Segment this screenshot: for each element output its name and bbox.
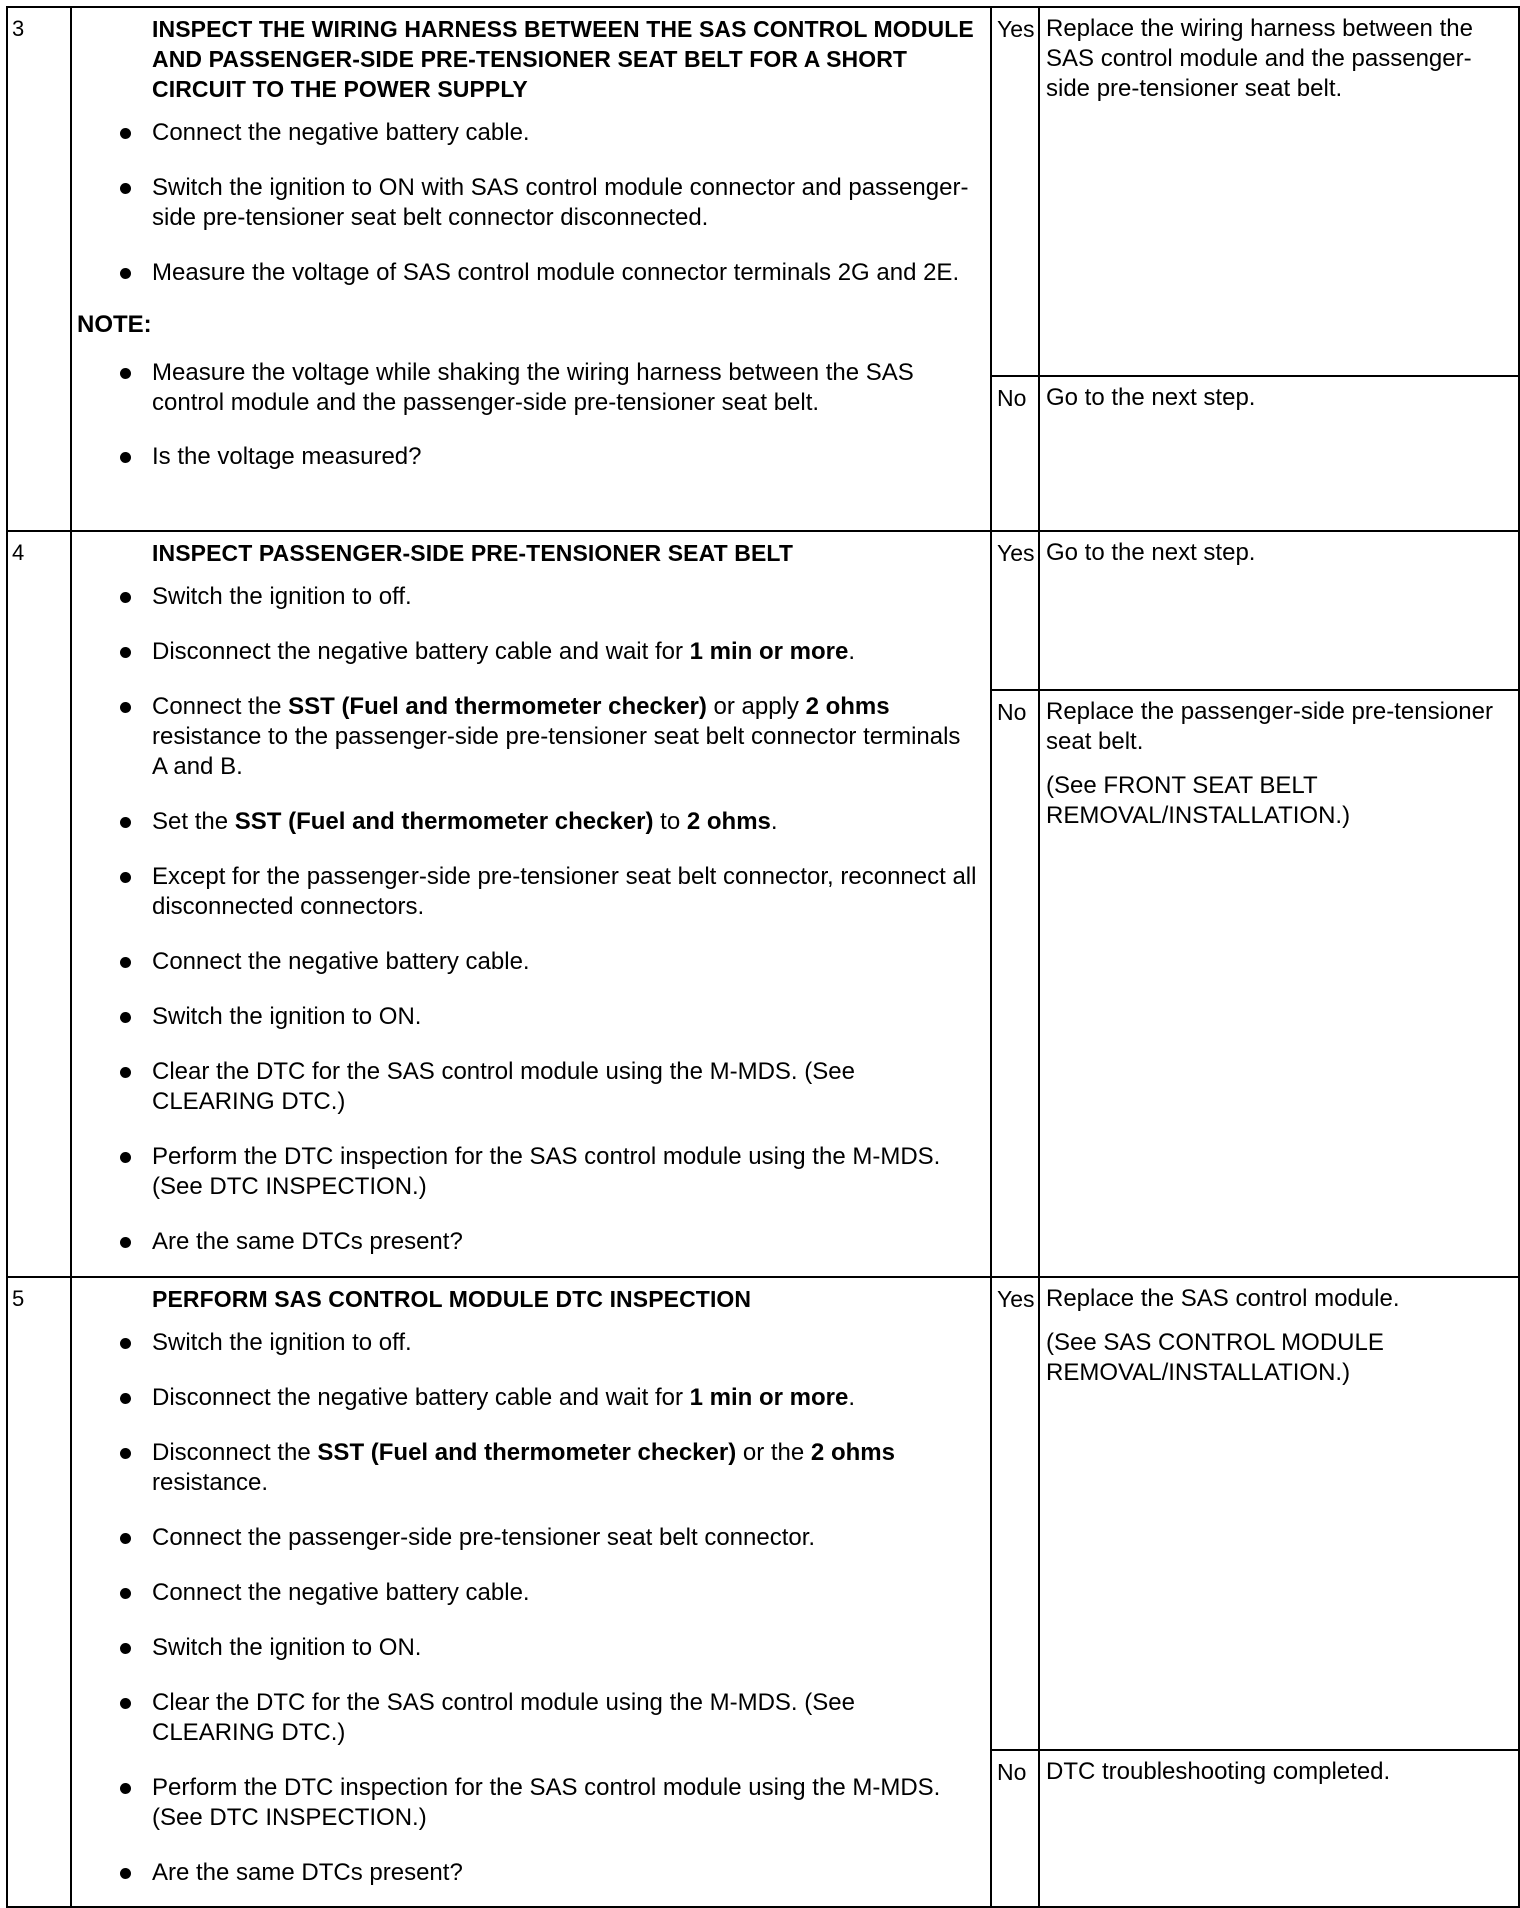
troubleshooting-table [6,6,1520,1908]
list-item: Perform the DTC inspection for the SAS control module using the M-MDS. (See DTC INSPECTION.) [72,1142,978,1202]
step-number-cell [7,7,71,531]
yes-label: Yes [997,1286,1035,1312]
bullet-icon [120,817,131,828]
bullet-icon [120,1588,131,1599]
yes-row [992,1278,1518,1750]
yes-label: Yes [997,540,1035,566]
bullet-icon [120,1338,131,1349]
list-item: Connect the passenger-side pre-tensioner seat belt connector. [72,1523,978,1553]
step-number: 3 [12,16,25,41]
no-action: Go to the next step. [1046,384,1256,411]
list-item: Connect the negative battery cable. [72,947,978,977]
bullet-list [72,358,978,472]
yes-label: Yes [997,16,1035,42]
no-label: No [997,385,1027,411]
list-item: Clear the DTC for the SAS control module using the M-MDS. (See CLEARING DTC.) [72,1057,978,1117]
step-number: 5 [12,1286,25,1311]
no-row [992,690,1518,1276]
result-cell [991,1277,1519,1907]
bullet-icon [120,452,131,463]
step-number-cell [7,531,71,1277]
yes-row [992,8,1518,376]
bullet-icon [120,702,131,713]
step-row-4 [7,531,1519,1277]
no-label: No [997,699,1027,725]
bullet-icon [120,1868,131,1879]
yes-action: Replace the SAS control module. (See SAS CONTROL MODULE REMOVAL/INSTALLATION.) [1046,1285,1400,1386]
list-item: Except for the passenger-side pre-tensioner seat belt connector, reconnect all disconnected connectors. [72,862,978,922]
list-item: Disconnect the negative battery cable and wait for 1 min or more. [72,637,978,667]
step-title: INSPECT THE WIRING HARNESS BETWEEN THE SAS CONTROL MODULE AND PASSENGER-SIDE PRE-TENSIONER SEAT BELT FOR A SHORT CIRCUIT TO THE POWER SUPPLY [152,16,974,102]
bullet-icon [120,1237,131,1248]
list-item: Are the same DTCs present? [72,1227,978,1257]
list-item: Switch the ignition to ON with SAS control module connector and passenger-side pre-tensioner seat belt connector disconnected. [72,173,978,233]
step-title: PERFORM SAS CONTROL MODULE DTC INSPECTION [152,1286,752,1312]
no-action: Replace the passenger-side pre-tensioner seat belt. (See FRONT SEAT BELT REMOVAL/INSTALLATION.) [1046,698,1493,829]
step-row-3 [7,7,1519,531]
step-number-cell [7,1277,71,1907]
result-cell [991,7,1519,531]
list-item: Switch the ignition to ON. [72,1633,978,1663]
result-cell [991,531,1519,1277]
yes-no-table [992,8,1518,530]
step-body-cell [71,531,991,1277]
list-item: Connect the SST (Fuel and thermometer checker) or apply 2 ohms resistance to the passenger-side pre-tensioner seat belt connector terminals A and B. [72,692,978,782]
bullet-icon [120,268,131,279]
bullet-icon [120,1533,131,1544]
step-body-cell [71,7,991,531]
step-row-5 [7,1277,1519,1907]
bullet-list [72,1328,978,1888]
bullet-icon [120,1067,131,1078]
no-row [992,376,1518,530]
list-item: Are the same DTCs present? [72,1858,978,1888]
yes-no-table [992,532,1518,1276]
step-number: 4 [12,540,25,565]
bullet-icon [120,872,131,883]
list-item: Is the voltage measured? [72,442,978,472]
yes-row [992,532,1518,690]
bullet-icon [120,957,131,968]
bullet-icon [120,1393,131,1404]
step-title: INSPECT PASSENGER-SIDE PRE-TENSIONER SEAT BELT [152,540,794,566]
note-label: NOTE: [77,311,152,338]
bullet-icon [120,1012,131,1023]
list-item: Perform the DTC inspection for the SAS control module using the M-MDS. (See DTC INSPECTION.) [72,1773,978,1833]
yes-action: Replace the wiring harness between the SAS control module and the passenger-side pre-tensioner seat belt. [1046,15,1473,102]
step-body-cell [71,1277,991,1907]
bullet-icon [120,1783,131,1794]
bullet-icon [120,1152,131,1163]
bullet-icon [120,1643,131,1654]
list-item: Switch the ignition to off. [72,582,978,612]
list-item: Measure the voltage of SAS control module connector terminals 2G and 2E. [72,258,978,288]
no-action: DTC troubleshooting completed. [1046,1758,1391,1785]
list-item: Switch the ignition to ON. [72,1002,978,1032]
list-item: Connect the negative battery cable. [72,118,978,148]
no-label: No [997,1759,1027,1785]
bullet-icon [120,368,131,379]
yes-no-table [992,1278,1518,1906]
list-item: Connect the negative battery cable. [72,1578,978,1608]
list-item: Set the SST (Fuel and thermometer checker) to 2 ohms. [72,807,978,837]
list-item: Clear the DTC for the SAS control module using the M-MDS. (See CLEARING DTC.) [72,1688,978,1748]
list-item: Switch the ignition to off. [72,1328,978,1358]
list-item: Measure the voltage while shaking the wiring harness between the SAS control module and the passenger-side pre-tensioner seat belt. [72,358,978,418]
no-row [992,1750,1518,1906]
yes-action: Go to the next step. [1046,539,1256,566]
bullet-icon [120,1448,131,1459]
bullet-icon [120,647,131,658]
bullet-icon [120,128,131,139]
bullet-icon [120,183,131,194]
bullet-icon [120,1698,131,1709]
bullet-icon [120,592,131,603]
bullet-list [72,582,978,1257]
list-item: Disconnect the SST (Fuel and thermometer checker) or the 2 ohms resistance. [72,1438,978,1498]
list-item: Disconnect the negative battery cable and wait for 1 min or more. [72,1383,978,1413]
bullet-list [72,118,978,288]
